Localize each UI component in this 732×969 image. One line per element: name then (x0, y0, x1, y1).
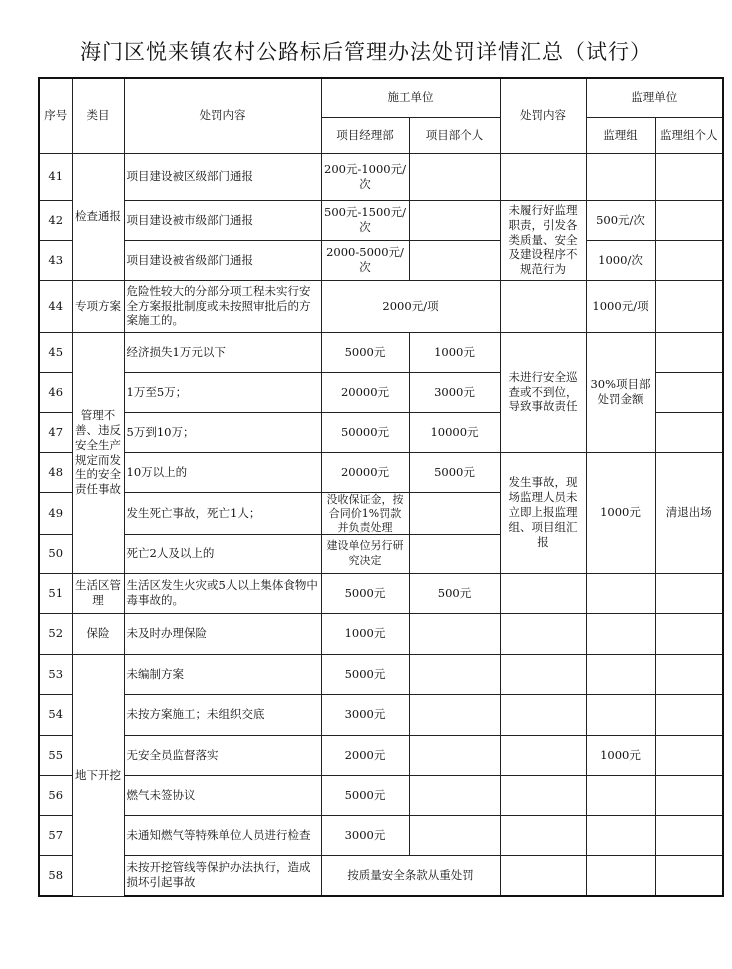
row-number: 42 (39, 200, 72, 240)
header-pm: 项目经理部 (321, 117, 409, 153)
category-cell: 管理不善、违反安全生产规定而发生的安全责任事故 (72, 332, 124, 573)
sup-personal-amount (655, 775, 723, 815)
pm-amount: 5000元 (321, 332, 409, 372)
penalty-content: 项目建设被区级部门通报 (124, 153, 321, 200)
sup-group-amount (586, 775, 655, 815)
penalty-detail (500, 153, 586, 200)
penalty-content: 燃气未签协议 (124, 775, 321, 815)
page-title: 海门区悦来镇农村公路标后管理办法处罚详情汇总（试行） (80, 40, 652, 64)
pm-amount: 2000元 (321, 735, 409, 775)
sup-personal-amount (655, 855, 723, 896)
sup-personal-amount (655, 654, 723, 694)
penalty-content: 5万到10万； (124, 412, 321, 452)
penalty-detail (500, 735, 586, 775)
sup-group-amount (586, 613, 655, 654)
penalty-detail (500, 815, 586, 855)
personal-amount: 500元 (409, 573, 500, 613)
table-row (39, 332, 723, 372)
pm-amount: 按质量安全条款从重处罚 (321, 855, 500, 896)
pm-amount: 3000元 (321, 694, 409, 735)
pm-amount: 200元-1000元/次 (321, 153, 409, 200)
personal-amount (409, 534, 500, 573)
row-number: 46 (39, 372, 72, 412)
table-row (39, 452, 723, 492)
pm-amount-text: 没收保证金，按合同价1%罚款并负责处理 (326, 493, 404, 533)
personal-amount (409, 613, 500, 654)
sup-group-amount: 30%项目部处罚金额 (586, 332, 655, 452)
personal-amount: 5000元 (409, 452, 500, 492)
header-construction-unit: 施工单位 (321, 78, 500, 117)
pm-amount: 5000元 (321, 654, 409, 694)
row-number: 57 (39, 815, 72, 855)
sup-group-amount: 1000元 (586, 735, 655, 775)
header-penalty: 处罚内容 (500, 78, 586, 153)
sup-group-amount (586, 153, 655, 200)
table-row (39, 735, 723, 775)
sup-group-amount: 1000元/项 (586, 280, 655, 332)
category-cell: 生活区管理 (72, 573, 124, 613)
table-row (39, 200, 723, 240)
table-row (39, 153, 723, 200)
personal-amount (409, 153, 500, 200)
row-number: 49 (39, 492, 72, 534)
penalty-detail (500, 855, 586, 896)
row-number: 58 (39, 855, 72, 896)
personal-amount (409, 815, 500, 855)
pm-amount: 3000元 (321, 815, 409, 855)
table-row (39, 573, 723, 613)
personal-amount (409, 200, 500, 240)
row-number: 50 (39, 534, 72, 573)
sup-personal-amount (655, 240, 723, 280)
pm-amount: 2000元/项 (321, 280, 500, 332)
table-row (39, 855, 723, 896)
header-personal: 项目部个人 (409, 117, 500, 153)
penalty-content: 未编制方案 (124, 654, 321, 694)
penalty-detail (500, 654, 586, 694)
row-number: 47 (39, 412, 72, 452)
pm-amount: 20000元 (321, 372, 409, 412)
row-number: 45 (39, 332, 72, 372)
header-index: 序号 (39, 78, 72, 153)
pm-amount: 建设单位另行研究决定 (321, 534, 409, 573)
header-category: 类目 (72, 78, 124, 153)
pm-amount: 5000元 (321, 775, 409, 815)
sup-group-amount: 1000元 (586, 452, 655, 573)
sup-group-amount (586, 573, 655, 613)
row-number: 52 (39, 613, 72, 654)
penalty-detail: 发生事故，现场监理人员未立即上报监理组、项目组汇报 (500, 452, 586, 573)
penalty-detail (500, 573, 586, 613)
header-row-1 (39, 78, 723, 117)
sup-personal-amount (655, 200, 723, 240)
table-row (39, 815, 723, 855)
penalty-content: 无安全员监督落实 (124, 735, 321, 775)
personal-amount (409, 775, 500, 815)
penalty-content: 未按方案施工；未组织交底 (124, 694, 321, 735)
table-row (39, 240, 723, 280)
penalty-detail (500, 775, 586, 815)
header-content: 处罚内容 (124, 78, 321, 153)
pm-amount (321, 492, 409, 534)
personal-amount (409, 654, 500, 694)
penalty-content: 危险性较大的分部分项工程未实行安全方案报批制度或未按照审批后的方案施工的。 (124, 280, 321, 332)
penalty-content: 经济损失1万元以下 (124, 332, 321, 372)
pm-amount: 2000-5000元/次 (321, 240, 409, 280)
penalty-table (38, 77, 724, 897)
category-cell: 保险 (72, 613, 124, 654)
penalty-detail (500, 694, 586, 735)
row-number: 41 (39, 153, 72, 200)
sup-personal-amount (655, 815, 723, 855)
row-number: 48 (39, 452, 72, 492)
penalty-detail: 未进行安全巡查或不到位，导致事故责任 (500, 332, 586, 452)
table-row (39, 654, 723, 694)
table-row (39, 613, 723, 654)
row-number: 51 (39, 573, 72, 613)
row-number: 56 (39, 775, 72, 815)
penalty-content: 生活区发生火灾或5人以上集体食物中毒事故的。 (124, 573, 321, 613)
header-sup-personal: 监理组个人 (655, 117, 723, 153)
penalty-content: 死亡2人及以上的 (124, 534, 321, 573)
row-number: 55 (39, 735, 72, 775)
penalty-content: 未按开挖管线等保护办法执行，造成损坏引起事故 (124, 855, 321, 896)
penalty-content: 未及时办理保险 (124, 613, 321, 654)
penalty-detail: 未履行好监理职责，引发各类质量、安全及建设程序不规范行为 (500, 200, 586, 280)
sup-group-amount (586, 815, 655, 855)
category-cell: 检查通报 (72, 153, 124, 280)
sup-group-amount (586, 654, 655, 694)
table-row (39, 775, 723, 815)
header-supervision-unit: 监理单位 (586, 78, 723, 117)
personal-amount (409, 694, 500, 735)
sup-group-amount: 1000/次 (586, 240, 655, 280)
pm-amount: 50000元 (321, 412, 409, 452)
sup-personal-amount (655, 573, 723, 613)
sup-personal-amount (655, 412, 723, 452)
sup-personal-amount (655, 735, 723, 775)
row-number: 44 (39, 280, 72, 332)
personal-amount: 1000元 (409, 332, 500, 372)
sup-group-amount: 500元/次 (586, 200, 655, 240)
penalty-content: 项目建设被省级部门通报 (124, 240, 321, 280)
pm-amount: 1000元 (321, 613, 409, 654)
sup-personal-amount: 清退出场 (655, 452, 723, 573)
sup-group-amount (586, 855, 655, 896)
personal-amount: 10000元 (409, 412, 500, 452)
sup-personal-amount (655, 372, 723, 412)
penalty-content: 未通知燃气等特殊单位人员进行检查 (124, 815, 321, 855)
personal-amount (409, 240, 500, 280)
penalty-detail (500, 280, 586, 332)
row-number: 43 (39, 240, 72, 280)
sup-personal-amount (655, 694, 723, 735)
row-number: 53 (39, 654, 72, 694)
row-number: 54 (39, 694, 72, 735)
pm-amount: 20000元 (321, 452, 409, 492)
category-cell: 专项方案 (72, 280, 124, 332)
sup-personal-amount (655, 613, 723, 654)
category-cell: 地下开挖 (72, 654, 124, 896)
penalty-detail (500, 613, 586, 654)
personal-amount (409, 492, 500, 534)
pm-amount: 5000元 (321, 573, 409, 613)
pm-amount: 500元-1500元/次 (321, 200, 409, 240)
sup-personal-amount (655, 153, 723, 200)
header-sup-group: 监理组 (586, 117, 655, 153)
table-row (39, 280, 723, 332)
table-row (39, 694, 723, 735)
penalty-content: 发生死亡事故，死亡1人； (124, 492, 321, 534)
penalty-content: 1万至5万； (124, 372, 321, 412)
sup-group-amount (586, 694, 655, 735)
personal-amount: 3000元 (409, 372, 500, 412)
personal-amount (409, 735, 500, 775)
penalty-content: 10万以上的 (124, 452, 321, 492)
sup-personal-amount (655, 280, 723, 332)
sup-personal-amount (655, 332, 723, 372)
penalty-content: 项目建设被市级部门通报 (124, 200, 321, 240)
